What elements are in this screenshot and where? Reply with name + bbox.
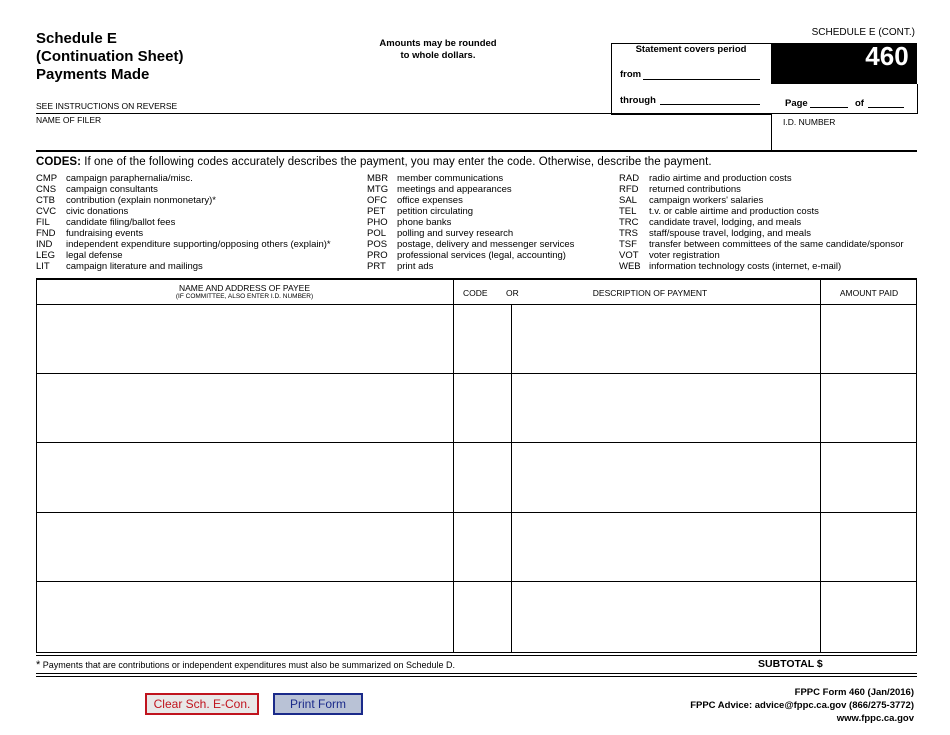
code-item	[367, 217, 574, 228]
code-desc: returned contributions	[649, 184, 741, 195]
form-number: 460	[865, 41, 909, 71]
code-desc: candidate travel, lodging, and meals	[649, 217, 802, 228]
code: OFC	[367, 195, 388, 206]
form-title	[36, 30, 183, 84]
code-desc: transfer between committees of the same candidate/sponsor	[649, 239, 904, 250]
form-label: FORM	[799, 61, 835, 75]
table-top-rule	[36, 278, 917, 280]
code: LEG	[36, 250, 56, 261]
filer-top-line	[36, 113, 771, 114]
code-item	[36, 195, 331, 206]
code-desc: candidate filing/ballot fees	[66, 217, 176, 228]
code: CNS	[36, 184, 57, 195]
codes-column-1	[36, 173, 331, 272]
code-item	[619, 206, 904, 217]
code-item	[36, 250, 331, 261]
payee-code-divider	[453, 278, 454, 652]
code-item	[367, 173, 574, 184]
code: TSF	[619, 239, 637, 250]
footer-double-rule	[36, 676, 917, 677]
rounding-note	[370, 38, 506, 62]
schedule-cont-label: SCHEDULE E (CONT.)	[811, 27, 915, 38]
title-line-3: Payments Made	[36, 66, 150, 83]
header-bottom-rule	[36, 150, 917, 152]
table-header-rule	[36, 304, 917, 305]
payee-header	[36, 283, 453, 300]
code-item	[619, 250, 904, 261]
code-item	[619, 261, 904, 272]
code-item	[367, 239, 574, 250]
row-separator	[36, 373, 917, 374]
asterisk-note: * Payments that are contributions or independent expenditures must also be summarized on Schedule D.	[36, 659, 456, 671]
code-item	[36, 206, 331, 217]
code: CVC	[36, 206, 57, 217]
code-item	[367, 261, 574, 272]
id-top-line	[771, 113, 917, 114]
code-item	[367, 250, 574, 261]
code-desc: campaign paraphernalia/misc.	[66, 173, 193, 184]
california-form-label	[776, 46, 858, 76]
page-number-field[interactable]	[810, 107, 848, 108]
code: PHO	[367, 217, 388, 228]
statement-period-title: Statement covers period	[635, 44, 747, 55]
code-desc: civic donations	[66, 206, 129, 217]
code-item	[619, 173, 904, 184]
print-form-button[interactable]: Print Form	[273, 693, 363, 715]
code: FND	[36, 228, 56, 239]
code-item	[619, 239, 904, 250]
from-date-field[interactable]	[643, 79, 760, 80]
see-instructions: SEE INSTRUCTIONS ON REVERSE	[36, 101, 178, 111]
row-separator	[36, 442, 917, 443]
codes-heading-label: CODES:	[36, 156, 82, 168]
code-desc: campaign consultants	[66, 184, 158, 195]
code-item	[36, 261, 331, 272]
code-item	[619, 184, 904, 195]
code-desc: contribution (explain nonmonetary)*	[66, 195, 216, 206]
filer-divider	[771, 113, 772, 150]
code: CTB	[36, 195, 55, 206]
code-item	[367, 206, 574, 217]
code: RAD	[619, 173, 640, 184]
code-desc: independent expenditure supporting/opposing others (explain)*	[66, 239, 331, 250]
code-desc: campaign literature and mailings	[66, 261, 203, 272]
table-right-border	[916, 278, 917, 652]
code: POS	[367, 239, 388, 250]
form-version: FPPC Form 460 (Jan/2016)	[794, 687, 914, 698]
code: TEL	[619, 206, 637, 217]
code-desc: postage, delivery and messenger services	[397, 239, 575, 250]
name-of-filer-label: NAME OF FILER	[36, 115, 102, 125]
rounding-note-line-1: Amounts may be rounded	[379, 38, 497, 49]
code-desc: professional services (legal, accounting)	[397, 250, 566, 261]
code-desc: print ads	[397, 261, 434, 272]
from-label: from	[620, 69, 642, 80]
payee-header-label: NAME AND ADDRESS OF PAYEE	[179, 283, 310, 293]
code-item	[619, 195, 904, 206]
code: POL	[367, 228, 387, 239]
or-header: OR	[506, 288, 519, 298]
code-desc: meetings and appearances	[397, 184, 512, 195]
row-separator	[36, 512, 917, 513]
code-desc: phone banks	[397, 217, 452, 228]
description-amount-divider	[820, 278, 821, 652]
code: MBR	[367, 173, 389, 184]
table-bottom-rule	[36, 652, 917, 653]
code-desc: petition circulating	[397, 206, 474, 217]
code-desc: polling and survey research	[397, 228, 514, 239]
codes-heading	[36, 156, 916, 168]
code: MTG	[367, 184, 389, 195]
code-item	[367, 228, 574, 239]
code-desc: campaign workers' salaries	[649, 195, 764, 206]
code-description-divider	[511, 304, 512, 652]
code-item	[36, 173, 331, 184]
codes-column-3	[619, 173, 904, 272]
code-item	[36, 217, 331, 228]
code-item	[36, 239, 331, 250]
code-desc: information technology costs (internet, e-mail)	[649, 261, 842, 272]
code: RFD	[619, 184, 639, 195]
code-item	[367, 195, 574, 206]
title-line-1: Schedule E	[36, 30, 117, 47]
code: PRO	[367, 250, 388, 261]
code: CMP	[36, 173, 58, 184]
row-separator	[36, 581, 917, 582]
code-item	[36, 228, 331, 239]
fppc-advice: FPPC Advice: advice@fppc.ca.gov (866/275-3772)	[690, 700, 914, 711]
code-desc: member communications	[397, 173, 504, 184]
codes-heading-text: If one of the following codes accurately describes the payment, you may enter the code. Otherwise, describe the payment.	[81, 156, 712, 168]
through-label: through	[620, 95, 656, 106]
code: SAL	[619, 195, 637, 206]
code-desc: radio airtime and production costs	[649, 173, 792, 184]
amount-header: AMOUNT PAID	[839, 288, 899, 298]
code-item	[619, 228, 904, 239]
code-item	[367, 184, 574, 195]
code: PET	[367, 206, 386, 217]
description-header: DESCRIPTION OF PAYMENT	[592, 288, 708, 298]
payee-subheader: (IF COMMITTEE, ALSO ENTER I.D. NUMBER)	[175, 293, 314, 300]
table-left-border	[36, 278, 37, 652]
code-desc: fundraising events	[66, 228, 144, 239]
code: VOT	[619, 250, 639, 261]
code: LIT	[36, 261, 50, 272]
code-item	[619, 217, 904, 228]
of-label: of	[855, 98, 864, 109]
code: IND	[36, 239, 53, 250]
page-total-field[interactable]	[868, 107, 904, 108]
through-date-field[interactable]	[660, 104, 760, 105]
code-desc: office expenses	[397, 195, 463, 206]
code-desc: staff/spouse travel, lodging, and meals	[649, 228, 811, 239]
rounding-note-line-2: to whole dollars.	[400, 50, 476, 61]
codes-column-2	[367, 173, 574, 272]
title-line-2: (Continuation Sheet)	[36, 48, 184, 65]
california-label: CALIFORNIA	[780, 46, 854, 60]
asterisk-note-text: Payments that are contributions or independent expenditures must also be summarized on Schedule D.	[42, 660, 456, 670]
code: FIL	[36, 217, 50, 228]
code-header: CODE	[463, 288, 488, 298]
clear-schedule-button[interactable]: Clear Sch. E-Con.	[145, 693, 259, 715]
code: WEB	[619, 261, 641, 272]
fppc-website[interactable]: www.fppc.ca.gov	[836, 713, 914, 724]
code-desc: t.v. or cable airtime and production costs	[649, 206, 819, 217]
code-item	[36, 184, 331, 195]
subtotal-label: SUBTOTAL $	[758, 658, 823, 670]
id-number-label: I.D. NUMBER	[783, 117, 836, 127]
code: PRT	[367, 261, 386, 272]
page-label: Page	[785, 98, 808, 109]
code: TRC	[619, 217, 639, 228]
table-bottom-double-rule	[36, 655, 917, 656]
footer-rule	[36, 673, 917, 674]
code-desc: voter registration	[649, 250, 720, 261]
code: TRS	[619, 228, 638, 239]
code-desc: legal defense	[66, 250, 123, 261]
